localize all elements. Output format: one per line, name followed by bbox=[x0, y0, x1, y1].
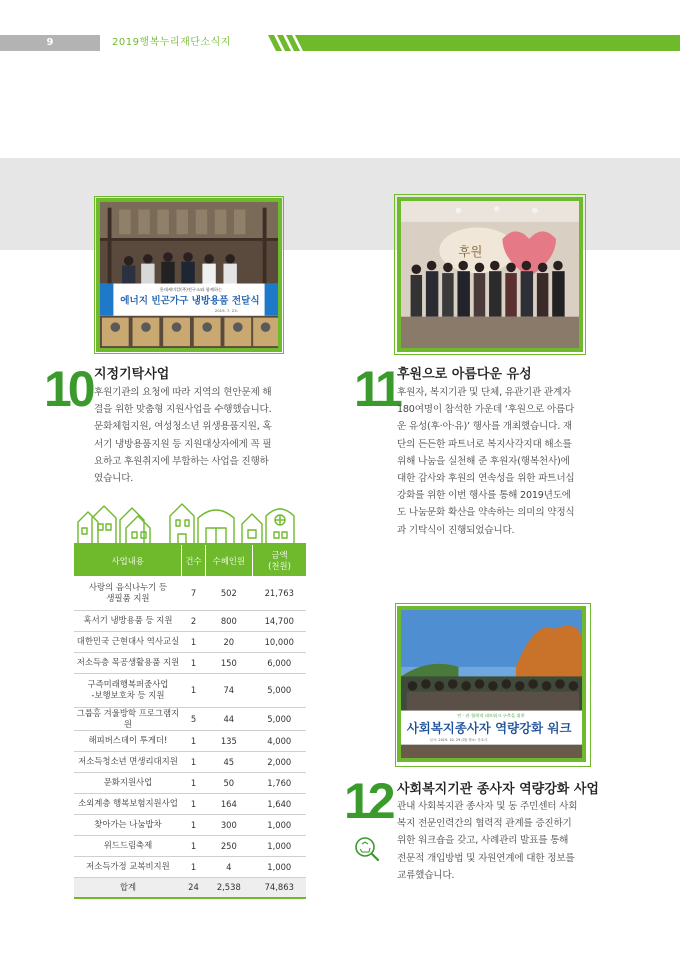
cell-beneficiaries: 45 bbox=[205, 751, 252, 772]
table-row bbox=[74, 793, 306, 814]
cell-amount: 4,000 bbox=[253, 730, 306, 751]
banner-small-text: 롯데케미칼(주)전구소와 함께하는 bbox=[159, 288, 223, 294]
section-body bbox=[397, 798, 602, 884]
photo-energy-ceremony bbox=[96, 198, 282, 352]
cell-beneficiaries: 2,538 bbox=[205, 877, 252, 898]
cell-count: 1 bbox=[182, 673, 205, 707]
table-row bbox=[74, 814, 306, 835]
section-title: 사회복지기관 종사자 역량강화 사업 bbox=[397, 782, 599, 797]
table-row bbox=[74, 772, 306, 793]
body-line: 후원자, 복지기관 및 단체, 유관기관 관계자 bbox=[397, 387, 572, 398]
page-number: 9 bbox=[46, 37, 54, 48]
body-line: 관내 사회복지관 종사자 및 동 주민센터 사회 bbox=[397, 801, 578, 812]
col-header-project: 사업내용 bbox=[74, 545, 182, 576]
cell-project: 대한민국 근현대사 역사교실 bbox=[74, 631, 182, 652]
cell-project: 합계 bbox=[74, 877, 182, 898]
col-header-count: 건수 bbox=[182, 545, 205, 576]
cell-amount: 14,700 bbox=[253, 610, 306, 631]
body-line: 였습니다. bbox=[94, 473, 134, 485]
cell-amount: 74,863 bbox=[253, 877, 306, 898]
cell-count: 5 bbox=[182, 707, 205, 730]
cell-project: 저소득가정 교복비지원 bbox=[74, 856, 182, 877]
cell-project: 문화지원사업 bbox=[74, 772, 182, 793]
body-line: 교류했습니다. bbox=[397, 869, 455, 881]
cell-project: 혹서기 냉방용품 등 지원 bbox=[74, 610, 182, 631]
body-line: 위해 나눔을 실천해 준 후원자(행복천사)에 bbox=[397, 455, 570, 467]
cell-beneficiaries: 164 bbox=[205, 793, 252, 814]
cell-beneficiaries: 44 bbox=[205, 707, 252, 730]
cell-amount: 10,000 bbox=[253, 631, 306, 652]
cell-count: 1 bbox=[182, 652, 205, 673]
body-line: 180여명이 참석한 가운데 ‘후원으로 아름다 bbox=[397, 404, 575, 416]
cell-count: 1 bbox=[182, 814, 205, 835]
cell-project: 사랑의 음식나누기 등 생필품 지원 bbox=[74, 576, 182, 610]
table-header-row bbox=[74, 545, 306, 576]
cell-amount: 1,000 bbox=[253, 835, 306, 856]
section-number: 10 bbox=[44, 361, 92, 417]
cell-beneficiaries: 250 bbox=[205, 835, 252, 856]
body-line: 복지 전문인력간의 협력적 관계를 증진하기 bbox=[397, 818, 572, 830]
body-line: 대한 감사와 후원의 연속성을 위한 파트너십 bbox=[397, 473, 575, 485]
cell-amount: 1,640 bbox=[253, 793, 306, 814]
photo-donor-event bbox=[397, 197, 583, 352]
cell-project: 구즉미래행복퍼줌사업 -보행보호차 등 지원 bbox=[74, 673, 182, 707]
col-header-amount: 금액 (천원) bbox=[253, 545, 306, 576]
body-line: 위한 워크숍을 갖고, 사례관리 발표를 통해 bbox=[397, 835, 569, 847]
cell-beneficiaries: 502 bbox=[205, 576, 252, 610]
cell-count: 7 bbox=[182, 576, 205, 610]
table-row bbox=[74, 856, 306, 877]
cell-project: 그룹홈 겨울방학 프로그램지원 bbox=[74, 707, 182, 730]
cell-amount: 2,000 bbox=[253, 751, 306, 772]
cell-count: 2 bbox=[182, 610, 205, 631]
cell-project: 찾아가는 나눔밥차 bbox=[74, 814, 182, 835]
section-title: 지정기탁사업 bbox=[94, 367, 170, 382]
table-row bbox=[74, 576, 306, 610]
cell-beneficiaries: 800 bbox=[205, 610, 252, 631]
cell-project: 저소득청소년 면생리대지원 bbox=[74, 751, 182, 772]
section-title: 후원으로 아름다운 유성 bbox=[397, 367, 532, 382]
section-number: 11 bbox=[354, 361, 399, 417]
body-line: 운 유성(후·아·유)’ 행사를 개최했습니다. 재 bbox=[397, 421, 572, 433]
cell-amount: 5,000 bbox=[253, 707, 306, 730]
body-line: 결을 위한 맞춤형 지원사업을 수행했습니다. bbox=[94, 404, 272, 416]
body-line: 요하고 후원취지에 부합하는 사업을 진행하 bbox=[94, 455, 269, 467]
cell-count: 1 bbox=[182, 856, 205, 877]
banner-main-text: 에너지 빈곤가구 냉방용품 전달식 bbox=[120, 295, 260, 307]
cell-amount: 1,000 bbox=[253, 856, 306, 877]
cell-project: 해피버스데이 투게더! bbox=[74, 730, 182, 751]
photo-workshop bbox=[397, 606, 586, 762]
cell-amount: 5,000 bbox=[253, 673, 306, 707]
cell-project: 소외계층 행복보험지원사업 bbox=[74, 793, 182, 814]
cell-count: 1 bbox=[182, 772, 205, 793]
body-line: 도 나눔문화 확산을 약속하는 의미의 약정식 bbox=[397, 507, 575, 519]
cell-beneficiaries: 300 bbox=[205, 814, 252, 835]
houses-illustration-icon bbox=[74, 498, 306, 546]
table-row bbox=[74, 652, 306, 673]
table-row bbox=[74, 730, 306, 751]
cell-project: 위드드림축제 bbox=[74, 835, 182, 856]
header-green-bar bbox=[268, 35, 680, 51]
body-line: 전문적 개입방법 및 자원연계에 대한 정보를 bbox=[397, 852, 575, 864]
cell-count: 1 bbox=[182, 751, 205, 772]
table-row bbox=[74, 673, 306, 707]
table-total-row bbox=[74, 877, 306, 898]
table-row bbox=[74, 751, 306, 772]
banner-small-text: 민 · 관 협력적 네트워크 구축을 위한 bbox=[457, 714, 525, 720]
cell-count: 1 bbox=[182, 730, 205, 751]
banner-main-text: 사회복지종사자 역량강화 워크 bbox=[406, 720, 572, 736]
cell-beneficiaries: 4 bbox=[205, 856, 252, 877]
body-line: 후원기관의 요청에 따라 지역의 현안문제 해 bbox=[94, 387, 272, 398]
banner-date-text: 2019. 7. 23. bbox=[214, 307, 238, 313]
cell-count: 1 bbox=[182, 793, 205, 814]
recycle-icon bbox=[354, 836, 380, 862]
table-row bbox=[74, 835, 306, 856]
table-row bbox=[74, 610, 306, 631]
section-body bbox=[94, 384, 294, 487]
cell-count: 24 bbox=[182, 877, 205, 898]
cell-amount: 1,760 bbox=[253, 772, 306, 793]
cell-amount: 6,000 bbox=[253, 652, 306, 673]
support-projects-table bbox=[74, 545, 306, 899]
body-line: 서기 냉방용품지원 등 지원대상자에게 꼭 필 bbox=[94, 438, 272, 450]
table-row bbox=[74, 707, 306, 730]
cell-beneficiaries: 74 bbox=[205, 673, 252, 707]
svg-text:후원: 후원 bbox=[458, 245, 483, 259]
cell-count: 1 bbox=[182, 631, 205, 652]
body-line: 강화를 위한 이번 행사를 통해 2019년도에 bbox=[397, 490, 571, 502]
header-stripes-decoration bbox=[268, 35, 328, 51]
body-line: 과 기탁식이 진행되었습니다. bbox=[397, 524, 515, 536]
cell-beneficiaries: 150 bbox=[205, 652, 252, 673]
cell-beneficiaries: 50 bbox=[205, 772, 252, 793]
cell-beneficiaries: 20 bbox=[205, 631, 252, 652]
banner-date-text: 일시: 2019. 10. 29 (화) 장소: 속초시 bbox=[429, 737, 488, 742]
body-line: 문화체험지원, 여성청소년 위생용품지원, 혹 bbox=[94, 421, 272, 433]
col-header-beneficiaries: 수혜인원 bbox=[205, 545, 252, 576]
cell-count: 1 bbox=[182, 835, 205, 856]
cell-project: 저소득층 목공생활용품 지원 bbox=[74, 652, 182, 673]
section-body bbox=[397, 384, 602, 539]
cell-beneficiaries: 135 bbox=[205, 730, 252, 751]
cell-amount: 1,000 bbox=[253, 814, 306, 835]
body-line: 단의 든든한 파트너로 복지사각지대 해소를 bbox=[397, 438, 572, 450]
table-row bbox=[74, 631, 306, 652]
section-number: 12 bbox=[344, 773, 392, 829]
newsletter-title: 2019행복누리재단소식지 bbox=[112, 37, 231, 48]
cell-amount: 21,763 bbox=[253, 576, 306, 610]
